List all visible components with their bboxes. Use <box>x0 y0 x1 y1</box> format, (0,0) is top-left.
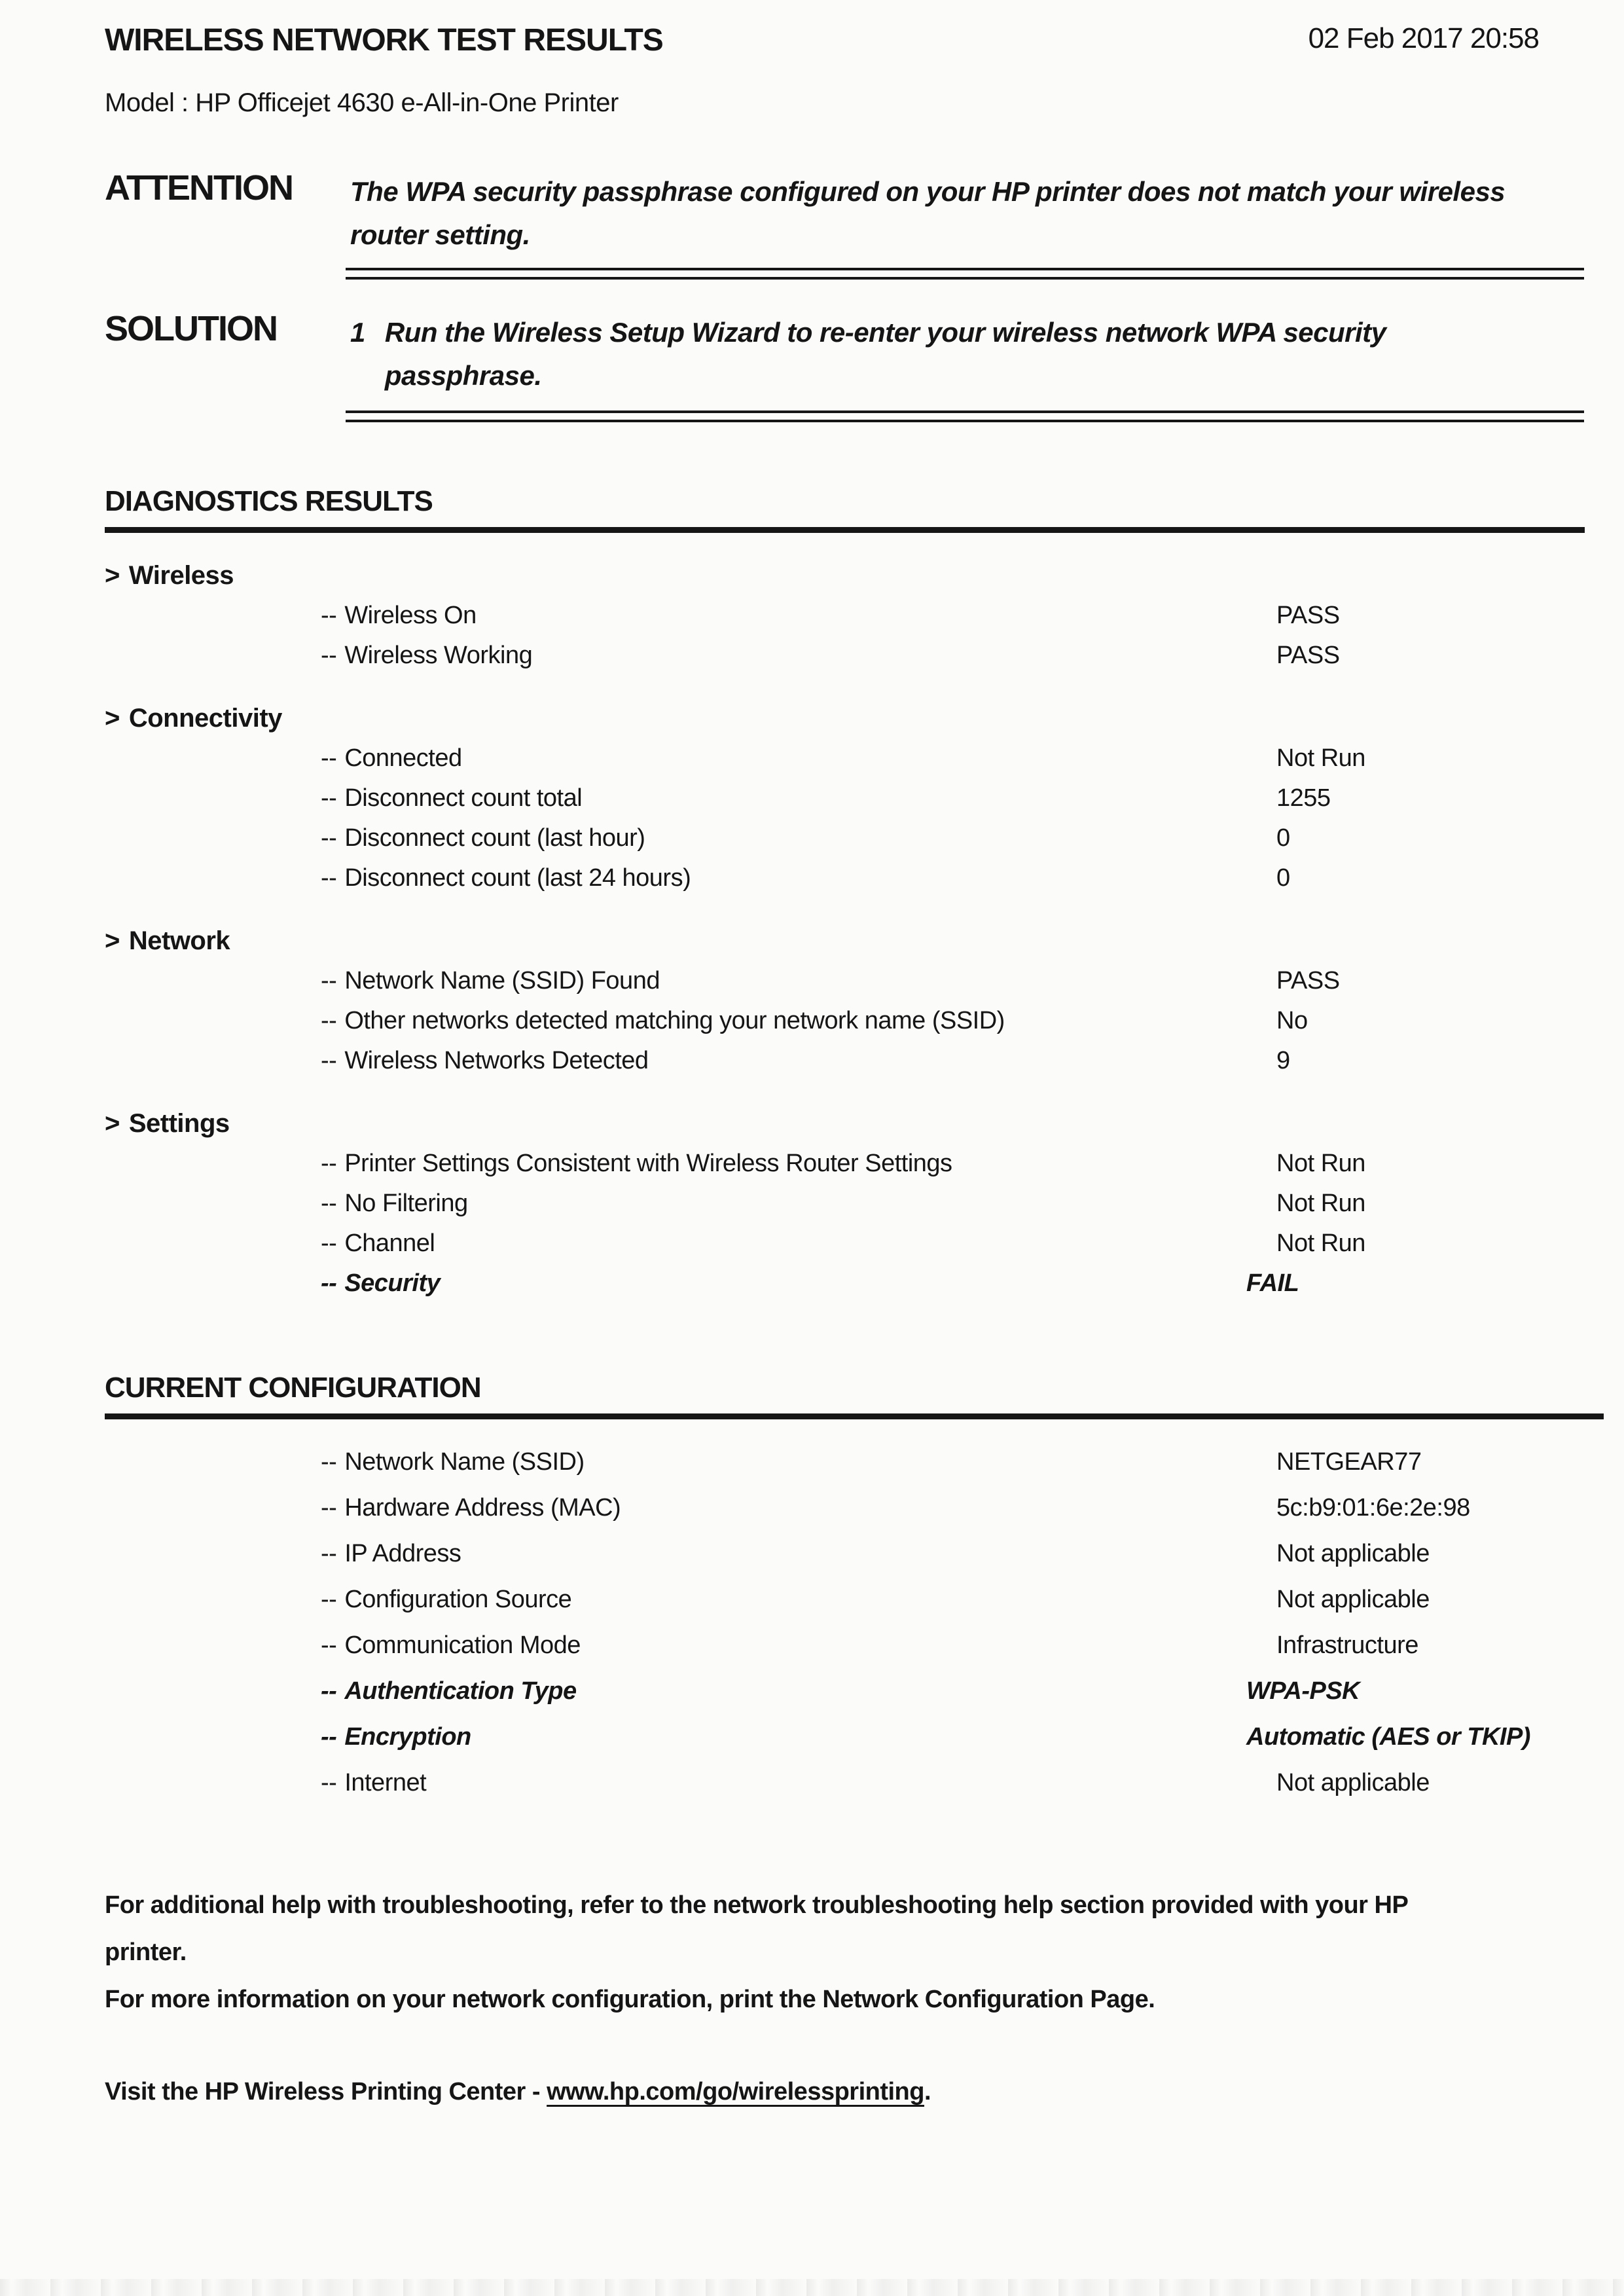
dash-prefix: -- <box>321 1150 337 1178</box>
group-arrow-prefix: > <box>105 561 120 591</box>
result-value: FAIL <box>1246 1269 1299 1298</box>
printer-model: Model : HP Officejet 4630 e-All-in-One Printer <box>105 88 619 117</box>
group-heading-wireless: > Wireless <box>105 561 234 591</box>
result-row <box>105 1001 1585 1041</box>
solution-text <box>350 310 1535 398</box>
result-label: -- Channel <box>321 1230 435 1258</box>
group-heading-settings: > Settings <box>105 1109 230 1139</box>
result-value: 0 <box>1276 864 1290 892</box>
dash-prefix: -- <box>321 1007 337 1035</box>
result-row <box>105 1144 1585 1184</box>
result-value: Not applicable <box>1276 1586 1430 1614</box>
result-row <box>105 778 1585 818</box>
attention-label: ATTENTION <box>105 168 293 208</box>
dash-prefix: -- <box>321 1448 337 1476</box>
solution-divider <box>346 410 1584 422</box>
result-label: -- Network Name (SSID) Found <box>321 967 660 995</box>
result-label: -- Other networks detected matching your network name (SSID) <box>321 1007 1005 1035</box>
result-value: NETGEAR77 <box>1276 1448 1422 1476</box>
attention-section <box>105 169 1585 257</box>
result-value: PASS <box>1276 642 1340 670</box>
result-row <box>105 1576 1585 1622</box>
dash-prefix: -- <box>321 784 337 812</box>
result-label: -- No Filtering <box>321 1190 468 1218</box>
help-line-1: For additional help with troubleshooting, refer to the network troubleshooting help section provided with your HP printer. <box>105 1891 1408 1967</box>
report-header <box>105 22 1585 58</box>
result-row <box>105 1264 1585 1303</box>
result-value: 1255 <box>1276 784 1331 812</box>
configuration-heading: CURRENT CONFIGURATION <box>105 1372 481 1404</box>
dash-prefix: -- <box>321 642 337 670</box>
result-label: -- Authentication Type <box>321 1677 577 1705</box>
wireless-printing-center-line <box>105 2078 1585 2106</box>
group-heading-network: > Network <box>105 926 230 956</box>
dash-prefix: -- <box>321 1047 337 1075</box>
dash-prefix: -- <box>321 1723 337 1751</box>
result-row <box>105 1224 1585 1264</box>
report-datetime: 02 Feb 2017 20:58 <box>1308 22 1539 54</box>
visit-suffix-text: . <box>924 2078 931 2106</box>
result-label: -- Connected <box>321 744 462 773</box>
dash-prefix: -- <box>321 1269 337 1298</box>
result-label: -- Encryption <box>321 1723 471 1751</box>
result-value: Not Run <box>1276 1150 1365 1178</box>
result-row <box>105 1485 1585 1531</box>
configuration-divider <box>105 1413 1604 1419</box>
result-row <box>105 818 1585 858</box>
result-label: -- Disconnect count total <box>321 784 583 812</box>
attention-divider <box>346 268 1584 280</box>
group-arrow-prefix: > <box>105 1109 120 1139</box>
result-value: PASS <box>1276 602 1340 630</box>
result-row <box>105 858 1585 898</box>
result-label: -- Network Name (SSID) <box>321 1448 585 1476</box>
troubleshooting-help-text <box>105 1882 1479 2023</box>
result-row <box>105 636 1585 676</box>
visit-prefix-text: Visit the HP Wireless Printing Center - <box>105 2078 547 2106</box>
dash-prefix: -- <box>321 1190 337 1218</box>
result-value: No <box>1276 1007 1308 1035</box>
result-value: Automatic (AES or TKIP) <box>1246 1723 1530 1751</box>
result-value: 5c:b9:01:6e:2e:98 <box>1276 1494 1470 1522</box>
result-row <box>105 1531 1585 1576</box>
attention-text: The WPA security passphrase configured on your HP printer does not match your wireless router setting. <box>350 176 1506 251</box>
dash-prefix: -- <box>321 1631 337 1660</box>
dash-prefix: -- <box>321 1586 337 1614</box>
dash-prefix: -- <box>321 1540 337 1568</box>
result-label: -- Disconnect count (last hour) <box>321 824 645 852</box>
dash-prefix: -- <box>321 1769 337 1797</box>
result-value: WPA-PSK <box>1246 1677 1360 1705</box>
result-row <box>105 596 1585 636</box>
result-value: Not Run <box>1276 1230 1365 1258</box>
result-value: Not applicable <box>1276 1540 1430 1568</box>
dash-prefix: -- <box>321 744 337 773</box>
result-row <box>105 1714 1585 1760</box>
dash-prefix: -- <box>321 602 337 630</box>
result-row <box>105 1668 1585 1714</box>
diagnostics-heading: DIAGNOSTICS RESULTS <box>105 485 433 518</box>
group-arrow-prefix: > <box>105 926 120 956</box>
result-value: Not Run <box>1276 1190 1365 1218</box>
result-value: Not applicable <box>1276 1769 1430 1797</box>
dash-prefix: -- <box>321 1230 337 1258</box>
diagnostics-divider <box>105 527 1585 533</box>
result-row <box>105 1439 1585 1485</box>
result-value: Not Run <box>1276 744 1365 773</box>
dash-prefix: -- <box>321 1677 337 1705</box>
group-heading-connectivity: > Connectivity <box>105 704 282 733</box>
dash-prefix: -- <box>321 967 337 995</box>
page-title: WIRELESS NETWORK TEST RESULTS <box>105 23 663 58</box>
result-row <box>105 738 1585 778</box>
result-value: Infrastructure <box>1276 1631 1418 1660</box>
result-value: 9 <box>1276 1047 1290 1075</box>
result-label: -- Wireless On <box>321 602 477 630</box>
result-label: -- Configuration Source <box>321 1586 572 1614</box>
wireless-printing-center-url: www.hp.com/go/wirelessprinting <box>547 2078 924 2106</box>
result-label: -- Disconnect count (last 24 hours) <box>321 864 691 892</box>
result-label: -- IP Address <box>321 1540 461 1568</box>
solution-label: SOLUTION <box>105 308 277 348</box>
result-label: -- Printer Settings Consistent with Wireless Router Settings <box>321 1150 952 1178</box>
result-label: -- Hardware Address (MAC) <box>321 1494 621 1522</box>
result-label: -- Wireless Networks Detected <box>321 1047 649 1075</box>
diagnostics-results-list <box>105 555 1585 1303</box>
result-label: -- Internet <box>321 1769 427 1797</box>
solution-section <box>105 310 1585 398</box>
result-label: -- Communication Mode <box>321 1631 581 1660</box>
result-label: -- Security <box>321 1269 441 1298</box>
dash-prefix: -- <box>321 824 337 852</box>
scan-artifact-band <box>0 2279 1624 2296</box>
result-row <box>105 1622 1585 1668</box>
dash-prefix: -- <box>321 1494 337 1522</box>
result-row <box>105 1760 1585 1806</box>
solution-step-number: 1 <box>350 316 365 348</box>
result-row <box>105 1041 1585 1081</box>
current-configuration-list <box>105 1439 1585 1806</box>
group-arrow-prefix: > <box>105 704 120 733</box>
dash-prefix: -- <box>321 864 337 892</box>
result-label: -- Wireless Working <box>321 642 533 670</box>
result-row <box>105 961 1585 1001</box>
result-row <box>105 1184 1585 1224</box>
result-value: PASS <box>1276 967 1340 995</box>
solution-step-text: Run the Wireless Setup Wizard to re-enter your wireless network WPA security passphrase. <box>384 316 1386 392</box>
help-line-2: For more information on your network configuration, print the Network Configuration Page. <box>105 1986 1155 2014</box>
result-value: 0 <box>1276 824 1290 852</box>
